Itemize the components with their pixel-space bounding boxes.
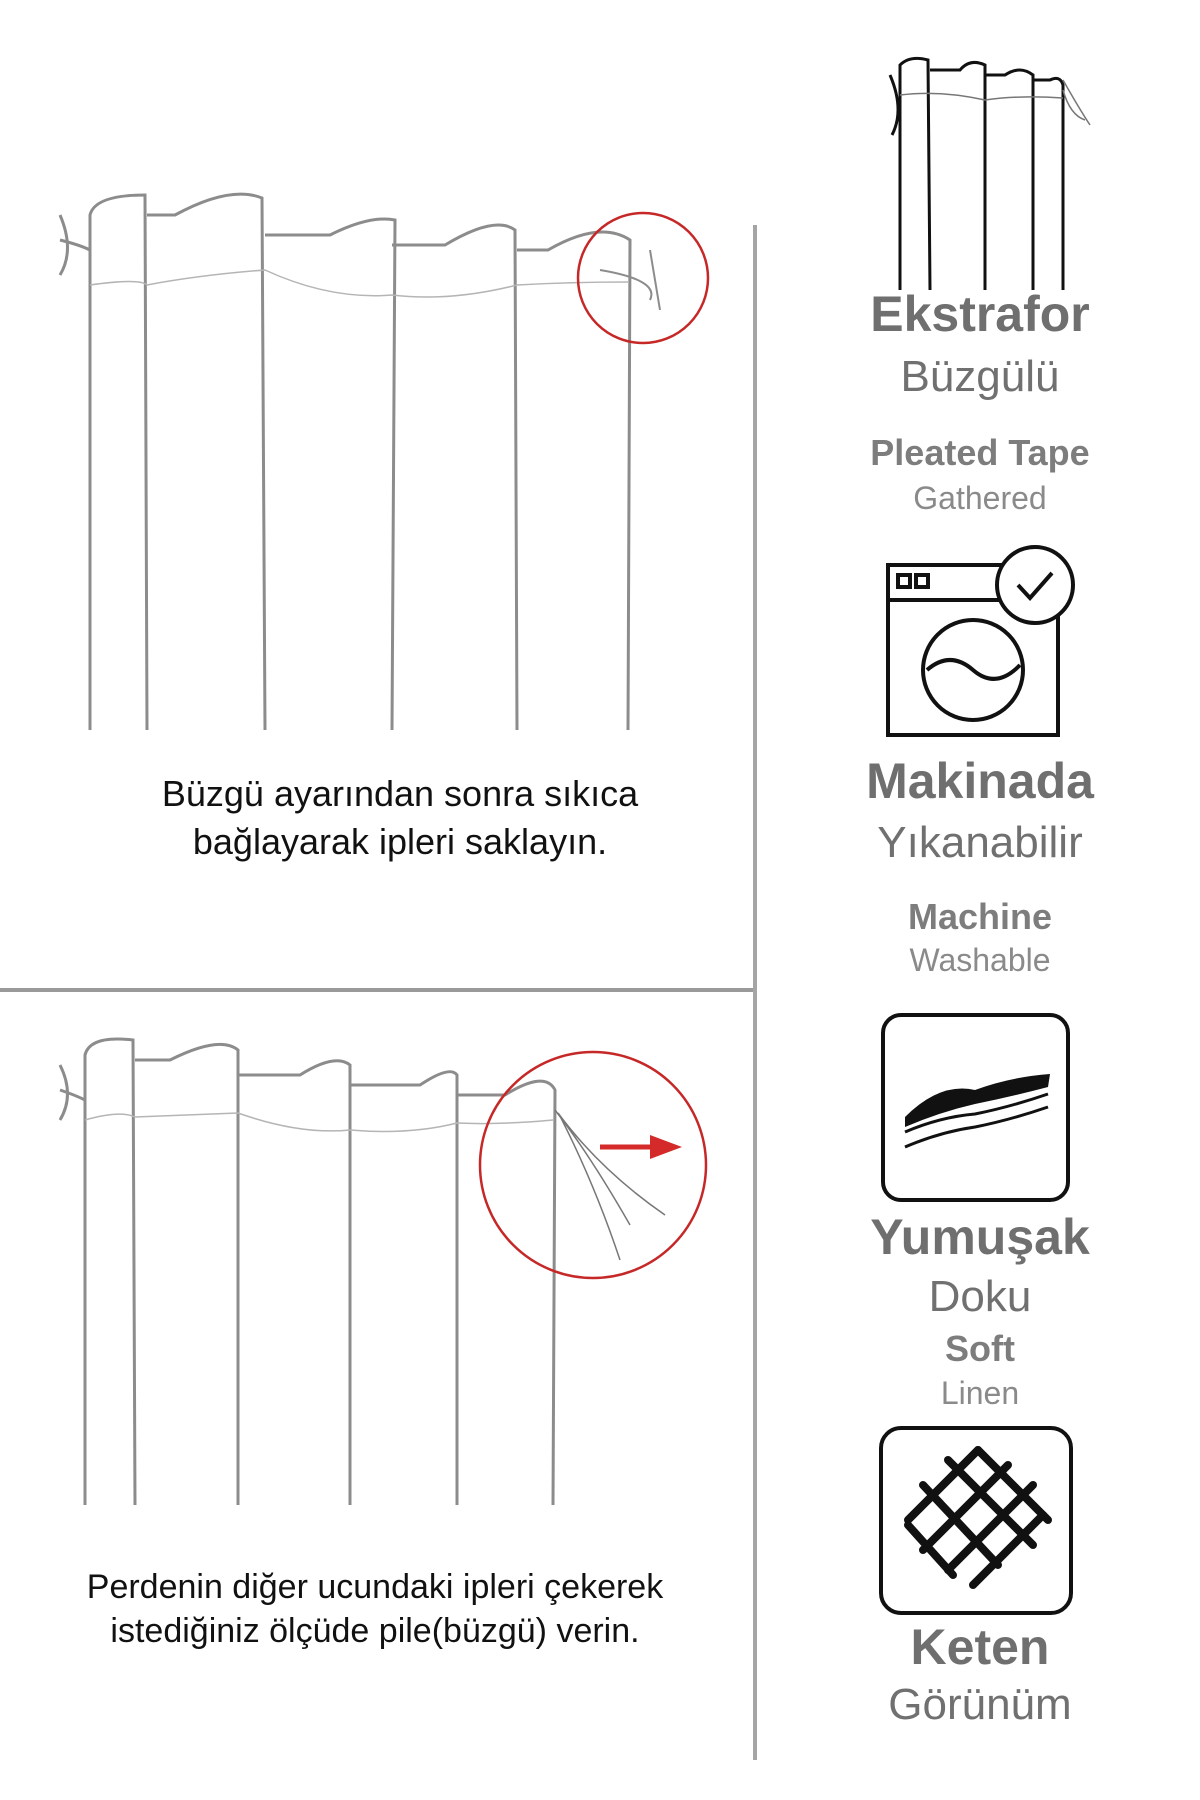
- feature-title: Ekstrafor: [870, 286, 1090, 342]
- feature-en-title: Pleated Tape: [870, 432, 1090, 473]
- vertical-divider: [753, 225, 757, 1760]
- curtain-tie-illustration: [0, 0, 752, 760]
- step1-line2: bağlayarak ipleri saklayın.: [192, 821, 608, 862]
- step2-line1: Perdenin diğer ucundaki ipleri çekerek: [86, 1568, 664, 1606]
- feature-en-subtitle: Linen: [940, 1375, 1020, 1411]
- feature-subtitle: Doku: [928, 1272, 1032, 1321]
- feature-subtitle: Yıkanabilir: [877, 818, 1083, 867]
- feature-en-title: Soft: [945, 1328, 1015, 1369]
- step1-caption: [100, 770, 700, 866]
- feature-column: [760, 0, 1200, 1800]
- soft-layers-icon: [880, 1012, 1080, 1212]
- horizontal-divider: [0, 988, 755, 992]
- feature-title: Yumuşak: [870, 1209, 1090, 1265]
- feature-title: Keten: [910, 1619, 1050, 1675]
- feature-en-title: Machine: [907, 896, 1053, 937]
- linen-weave-icon: [878, 1425, 1078, 1625]
- instruction-panel-tie: [0, 0, 752, 990]
- curtain-tape-icon: [870, 50, 1090, 290]
- highlight-circle: [578, 213, 708, 343]
- feature-subtitle: Büzgülü: [900, 352, 1060, 401]
- step2-line2: istediğiniz ölçüde pile(büzgü) verin.: [110, 1612, 640, 1650]
- feature-en-subtitle: Gathered: [913, 480, 1047, 516]
- feature-en-subtitle: Washable: [909, 942, 1051, 978]
- step2-caption: [30, 1565, 720, 1653]
- feature-subtitle: Görünüm: [888, 1680, 1072, 1729]
- feature-title: Makinada: [866, 753, 1094, 809]
- washing-machine-icon: [880, 540, 1080, 740]
- curtain-pull-illustration: [0, 995, 752, 1515]
- step1-line1: Büzgü ayarından sonra sıkıca: [161, 773, 639, 814]
- instruction-panel-pull: [0, 995, 752, 1800]
